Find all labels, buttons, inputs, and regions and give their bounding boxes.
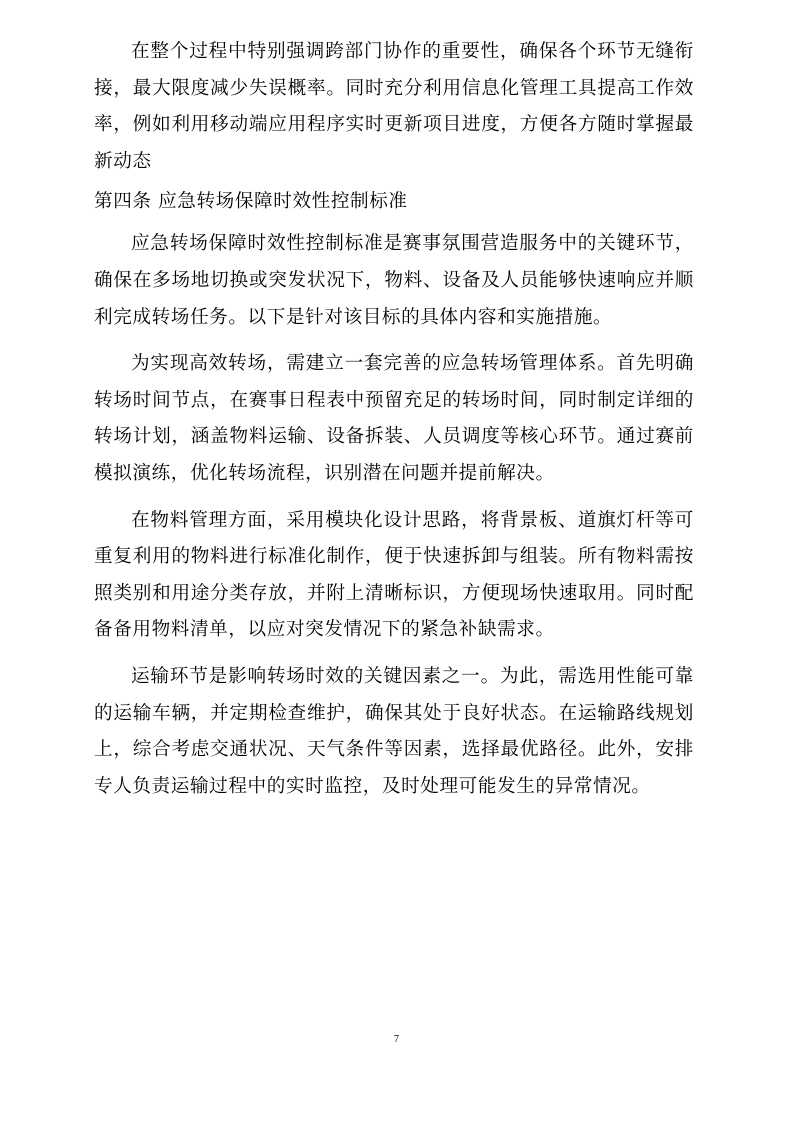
body-paragraph: 运输环节是影响转场时效的关键因素之一。为此，需选用性能可靠的运输车辆，并定期检查维护，确保其处于良好状态。在运输路线规划上，综合考虑交通状况、天气条件等因素，选择最优路径。此外，安排专人负责运输过程中的实时监控，及时处理可能发生的异常情况。 [94,665,694,797]
body-paragraph: 应急转场保障时效性控制标准是赛事氛围营造服务中的关键环节，确保在多场地切换或突发状况下，物料、设备及人员能够快速响应并顺利完成转场任务。以下是针对该目标的具体内容和实施措施。 [94,233,694,328]
document-body [94,34,694,805]
body-paragraph: 在物料管理方面，采用模块化设计思路，将背景板、道旗灯杆等可重复利用的物料进行标准化制作，便于快速拆卸与组装。所有物料需按照类别和用途分类存放，并附上清晰标识，方便现场快速取用。同时配备备用物料清单，以应对突发情况下的紧急补缺需求。 [94,509,694,641]
continuation-paragraph: 在整个过程中特别强调跨部门协作的重要性，确保各个环节无缝衔接，最大限度减少失误概率。同时充分利用信息化管理工具提高工作效率，例如利用移动端应用程序实时更新项目进度，方便各方随时掌握最新动态 [94,41,694,172]
section-heading: 第四条 应急转场保障时效性控制标准 [94,191,408,213]
body-paragraph: 为实现高效转场，需建立一套完善的应急转场管理体系。首先明确转场时间节点，在赛事日程表中预留充足的转场时间，同时制定详细的转场计划，涵盖物料运输、设备拆装、人员调度等核心环节。通过赛前模拟演练，优化转场流程，识别潜在问题并提前解决。 [94,353,694,484]
page-number: 7 [394,1034,399,1045]
